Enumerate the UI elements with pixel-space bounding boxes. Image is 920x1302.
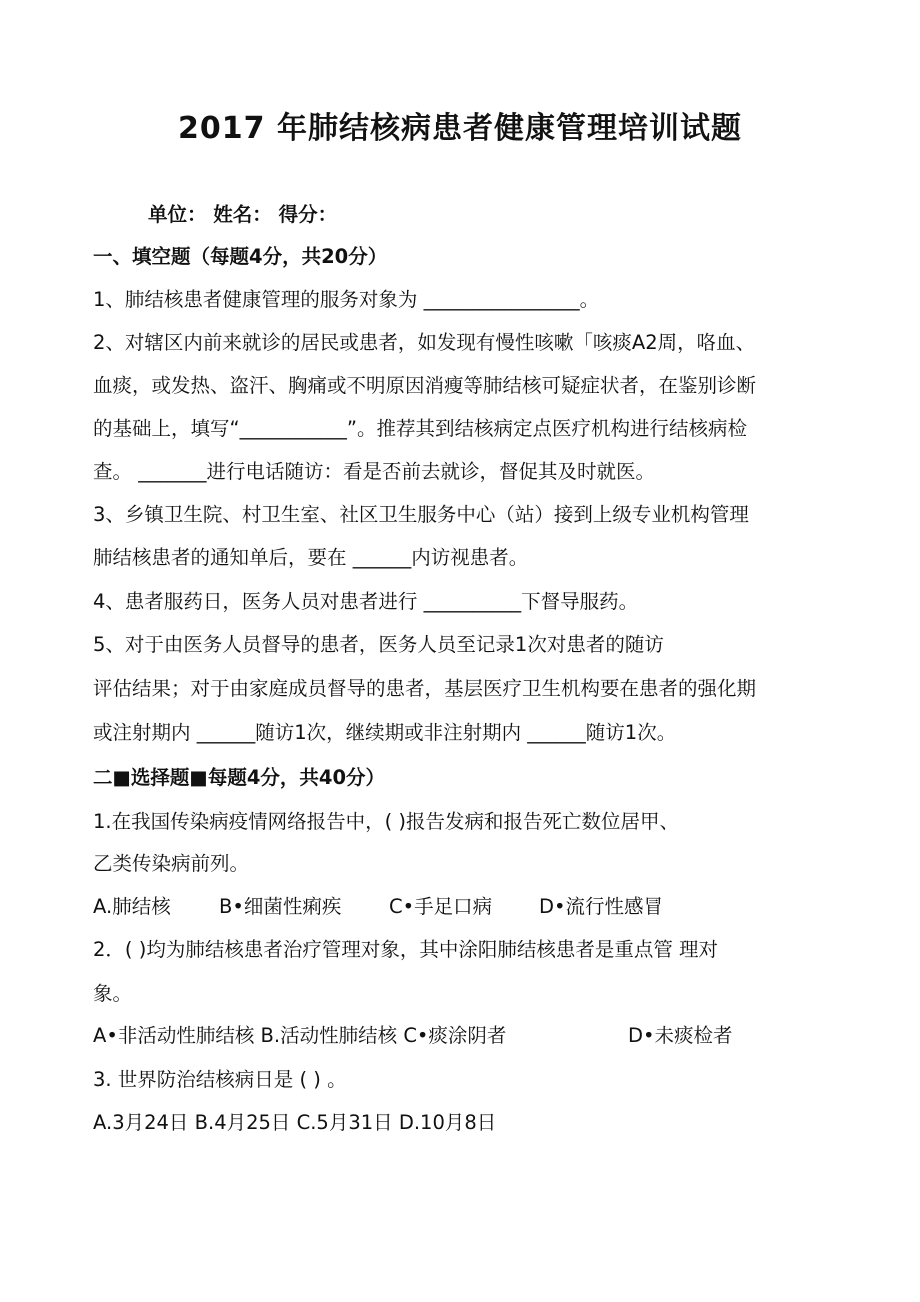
q3-options: A.3月24日 B.4月25日 C.5月31日 D.10月8日: [93, 1111, 497, 1134]
fill-question-line: 评估结果；对于由家庭成员督导的患者，基层医疗卫生机构要在患者的强化期: [93, 677, 757, 700]
section2-heading: 二■选择题■每题4分，共40分）: [93, 766, 386, 789]
q1-options: [93, 894, 860, 920]
q1-option-c: C•手足口病: [389, 895, 493, 918]
choice-question-line: 3. 世界防治结核病日是 ( ) 。: [93, 1068, 347, 1091]
choice-question-line: 1.在我国传染病疫情网络报告中，( )报告发病和报告死亡数位居甲、: [93, 810, 680, 833]
fill-question-line: 血痰，或发热、盗汗、胸痛或不明原因消瘦等肺结核可疑症状者，在鉴别诊断: [93, 374, 757, 397]
fill-question-line: 1、肺结核患者健康管理的服务对象为 ________________。: [93, 288, 600, 311]
choice-question-line: 象。: [93, 982, 133, 1005]
q2-options: [93, 1023, 860, 1049]
fill-question-line: 2、对辖区内前来就诊的居民或患者，如发现有慢性咳嗽「咳痰A2周，咯血、: [93, 331, 756, 354]
choice-question-line: 2．( )均为肺结核患者治疗管理对象，其中涂阳肺结核患者是重点管 理对: [93, 938, 719, 961]
fill-question-line: 查。 _______进行电话随访：看是否前去就诊，督促其及时就医。: [93, 460, 655, 483]
q1-option-b: B•细菌性痢疾: [219, 895, 342, 918]
info-line: 单位： 姓名： 得分：: [148, 203, 338, 226]
q1-option-a: A.肺结核: [93, 895, 171, 918]
fill-question-line: 肺结核患者的通知单后，要在 ______内访视患者。: [93, 546, 529, 569]
fill-question-line: 的基础上，填写“___________”。推荐其到结核病定点医疗机构进行结核病检: [93, 417, 747, 440]
choice-question-line: 乙类传染病前列。: [93, 852, 250, 875]
q2-options-abc: A•非活动性肺结核 B.活动性肺结核 C•痰涂阴者: [93, 1024, 507, 1047]
fill-question-line: 4、患者服药日，医务人员对患者进行 __________下督导服药。: [93, 590, 639, 613]
section1-heading: 一、填空题（每题4分，共20分）: [93, 245, 388, 268]
q2-option-d: D•未痰检者: [628, 1024, 733, 1047]
fill-question-line: 或注射期内 ______随访1次，继续期或非注射期内 ______随访1次。: [93, 721, 677, 744]
fill-question-line: 5、对于由医务人员督导的患者，医务人员至记录1次对患者的随访: [93, 633, 664, 656]
document-title: 2017 年肺结核病患者健康管理培训试题: [178, 111, 742, 146]
fill-question-line: 3、乡镇卫生院、村卫生室、社区卫生服务中心（站）接到上级专业机构管理: [93, 503, 749, 526]
q1-option-d: D•流行性感冒: [539, 895, 664, 918]
